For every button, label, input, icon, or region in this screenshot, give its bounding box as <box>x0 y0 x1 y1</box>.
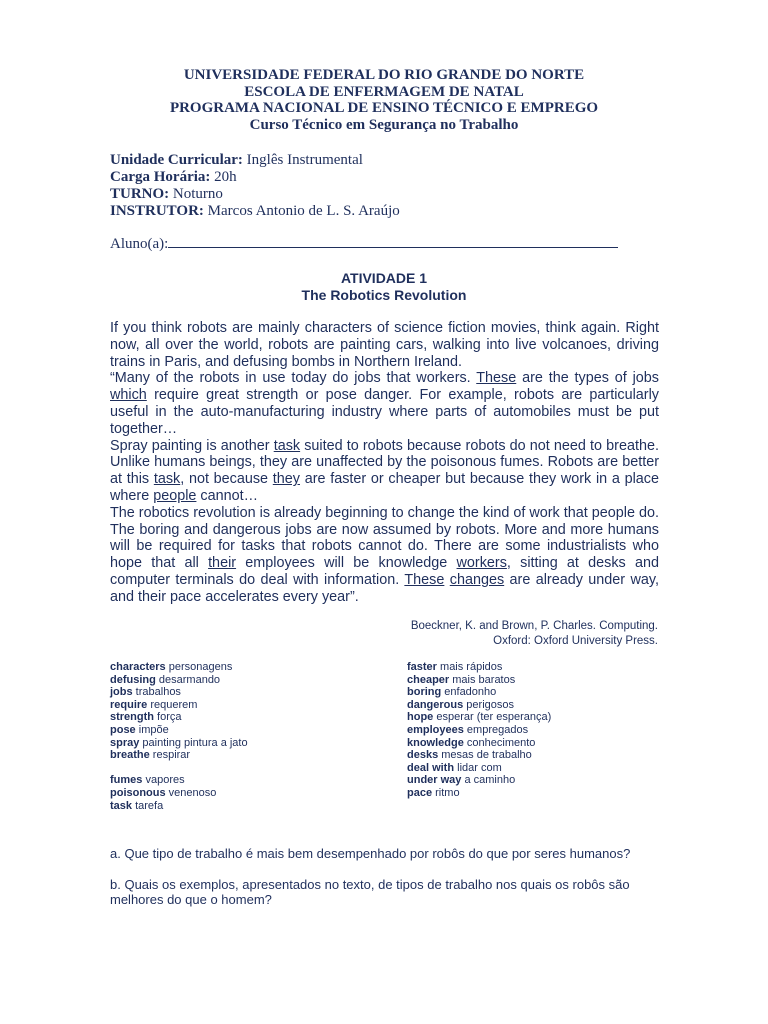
glossary-meaning: mais rápidos <box>436 661 503 673</box>
question-b: b. Quais os exemplos, apresentados no texto, de tipos de trabalho nos quais os robôs são melhores do que o homem? <box>110 876 630 907</box>
glossary-right-column <box>407 661 551 800</box>
glossary-term: characters <box>110 661 166 673</box>
glossary-term: deal with <box>407 761 455 774</box>
glossary-item <box>110 787 248 800</box>
question-a: a. Que tipo de trabalho é mais bem desempenhado por robôs do que por seres humanos? <box>110 846 631 861</box>
glossary-term: fumes <box>110 774 143 787</box>
glossary-meaning: ritmo <box>432 786 460 799</box>
text-segment: , not because <box>180 471 273 488</box>
text-segment: are already under way, and their pace accelerates every year”. <box>110 571 659 605</box>
reading-text <box>110 320 659 606</box>
glossary-item <box>110 699 248 712</box>
instrutor-label: INSTRUTOR: <box>110 203 204 219</box>
turno-value: Noturno <box>169 186 223 202</box>
student-name-field[interactable] <box>168 235 618 248</box>
glossary-meaning: lidar com <box>454 761 502 774</box>
glossary-item <box>110 661 248 674</box>
questions <box>110 846 670 923</box>
glossary-meaning: mais baratos <box>449 673 516 686</box>
glossary-item <box>407 737 551 750</box>
aluno-label: Aluno(a): <box>110 236 169 252</box>
glossary-item <box>407 749 551 762</box>
glossary-term: pace <box>407 786 433 799</box>
glossary-item <box>110 686 248 699</box>
text-segment: cannot… <box>196 487 259 504</box>
glossary-item <box>110 711 248 724</box>
text-segment: employees will be knowledge <box>236 555 457 572</box>
glossary-item <box>407 699 551 712</box>
document-header <box>0 67 768 133</box>
text-segment: suited to robots because robots do not need to breathe. Unlike humans beings, they are unaffected by the poisonous fumes. Robots are better at this <box>110 437 659 488</box>
glossary-item <box>407 711 551 724</box>
glossary-meaning: enfadonho <box>441 686 497 699</box>
text-segment: , sitting at desks and computer terminals do deal with information. <box>110 555 659 588</box>
paragraph-1 <box>110 320 659 370</box>
paragraph-1-text: If you think robots are mainly characters of science fiction movies, think again. Right now, all over the world, robots are painting cars, walking into live volcanoes, driving trains in Paris, and defusing bombs in Northern Ireland. <box>110 320 659 370</box>
glossary-meaning: empregados <box>463 723 529 736</box>
underlined-word: workers <box>456 555 507 572</box>
carga-label: Carga Horária: <box>110 169 211 185</box>
glossary-term: defusing <box>110 673 156 686</box>
glossary-meaning: trabalhos <box>132 686 181 699</box>
citation <box>411 619 658 649</box>
turno-label: TURNO: <box>110 186 170 202</box>
glossary-meaning: personagens <box>165 661 233 673</box>
university-name: UNIVERSIDADE FEDERAL DO RIO GRANDE DO NORTE <box>183 67 585 83</box>
course-name: Curso Técnico em Segurança no Trabalho <box>249 116 519 133</box>
activity-subtitle: The Robotics Revolution <box>301 287 467 303</box>
glossary-term: strength <box>110 711 154 724</box>
glossary-item <box>407 661 551 674</box>
underlined-word: These <box>476 370 517 387</box>
glossary-item <box>110 724 248 737</box>
paragraph-2 <box>110 370 659 437</box>
glossary-term: jobs <box>110 686 133 699</box>
student-name-row <box>110 235 618 253</box>
glossary-meaning: respirar <box>149 749 191 762</box>
course-info <box>110 152 400 220</box>
unidade-value: Inglês Instrumental <box>242 152 363 168</box>
glossary-term: under way <box>407 774 462 787</box>
glossary-item <box>407 674 551 687</box>
text-segment: require great strength or pose danger. For example, robots are particularly useful in the auto-manufacturing industry where parts of automobiles must be put together… <box>110 387 659 437</box>
glossary-term: poisonous <box>110 786 166 799</box>
school-name: ESCOLA DE ENFERMAGEM DE NATAL <box>244 83 524 100</box>
glossary-term: task <box>110 799 133 812</box>
glossary-meaning: impõe <box>135 723 169 736</box>
text-segment: “Many of the robots in use today do jobs that workers. <box>110 370 477 387</box>
glossary-meaning: requerem <box>147 698 198 711</box>
glossary-item <box>407 774 551 787</box>
glossary-item <box>407 724 551 737</box>
glossary-meaning: força <box>154 711 182 724</box>
activity-title: ATIVIDADE 1 <box>340 270 428 286</box>
text-segment: are the types of jobs <box>516 370 660 387</box>
underlined-word: task <box>273 437 301 454</box>
glossary-term: desks <box>407 749 439 762</box>
program-name: PROGRAMA NACIONAL DE ENSINO TÉCNICO E EMPREGO <box>169 100 599 116</box>
unidade-label: Unidade Curricular: <box>110 152 243 168</box>
glossary-meaning: a caminho <box>461 774 516 787</box>
paragraph-4 <box>110 505 659 606</box>
glossary-term: breathe <box>110 749 150 762</box>
glossary-term: pose <box>110 723 136 736</box>
glossary-item <box>407 762 551 775</box>
glossary-item <box>110 800 248 813</box>
glossary-term: boring <box>407 686 442 699</box>
glossary-term: require <box>110 698 148 711</box>
glossary-item <box>407 686 551 699</box>
text-segment: The robotics revolution is already beginning to change the kind of work that people do. The boring and dangerous jobs are now assumed by robots. More and more humans will be required for tasks that robots cannot do. There are some industrialists who hope that all <box>110 504 659 572</box>
carga-value: 20h <box>210 169 237 185</box>
glossary-item <box>110 674 248 687</box>
citation-line-1: Boeckner, K. and Brown, P. Charles. Computing. <box>410 620 658 632</box>
underlined-word: they <box>272 471 300 488</box>
glossary-meaning: conhecimento <box>463 736 536 749</box>
text-segment: are faster or cheaper but because they work in a place where <box>110 471 659 504</box>
underlined-word: people <box>153 487 197 504</box>
glossary-term: employees <box>407 723 464 736</box>
underlined-word: task <box>153 471 181 488</box>
unidade-row <box>110 152 400 169</box>
glossary-spacer <box>110 762 248 775</box>
glossary-meaning: vapores <box>142 774 185 787</box>
turno-row <box>110 186 400 203</box>
glossary-left-column <box>110 661 248 812</box>
glossary-meaning: perigosos <box>463 698 514 711</box>
glossary-meaning: desarmando <box>155 673 221 686</box>
underlined-word: their <box>208 555 237 572</box>
paragraph-3 <box>110 438 659 505</box>
underlined-word: These <box>404 571 445 588</box>
glossary-term: hope <box>407 711 434 724</box>
underlined-word: which <box>110 387 147 404</box>
glossary-item <box>407 787 551 800</box>
instrutor-value: Marcos Antonio de L. S. Araújo <box>203 203 400 219</box>
glossary-term: faster <box>407 661 437 673</box>
glossary-term: spray <box>110 736 140 749</box>
underlined-word: changes <box>449 571 505 588</box>
glossary-term: dangerous <box>407 698 464 711</box>
activity-title-block <box>0 270 768 304</box>
glossary-item <box>110 737 248 750</box>
glossary-meaning: painting pintura a jato <box>139 736 248 749</box>
glossary-term: cheaper <box>407 673 450 686</box>
citation-line-2: Oxford: Oxford University Press. <box>493 635 658 647</box>
instrutor-row <box>110 203 400 220</box>
glossary-term: knowledge <box>407 736 464 749</box>
glossary-meaning: esperar (ter esperança) <box>433 711 552 724</box>
carga-row <box>110 169 400 186</box>
glossary-meaning: tarefa <box>132 799 164 812</box>
glossary-item <box>110 749 248 762</box>
glossary-item <box>110 774 248 787</box>
glossary-meaning: venenoso <box>165 786 217 799</box>
text-segment: Spray painting is another <box>110 437 274 454</box>
glossary-meaning: mesas de trabalho <box>438 749 532 762</box>
